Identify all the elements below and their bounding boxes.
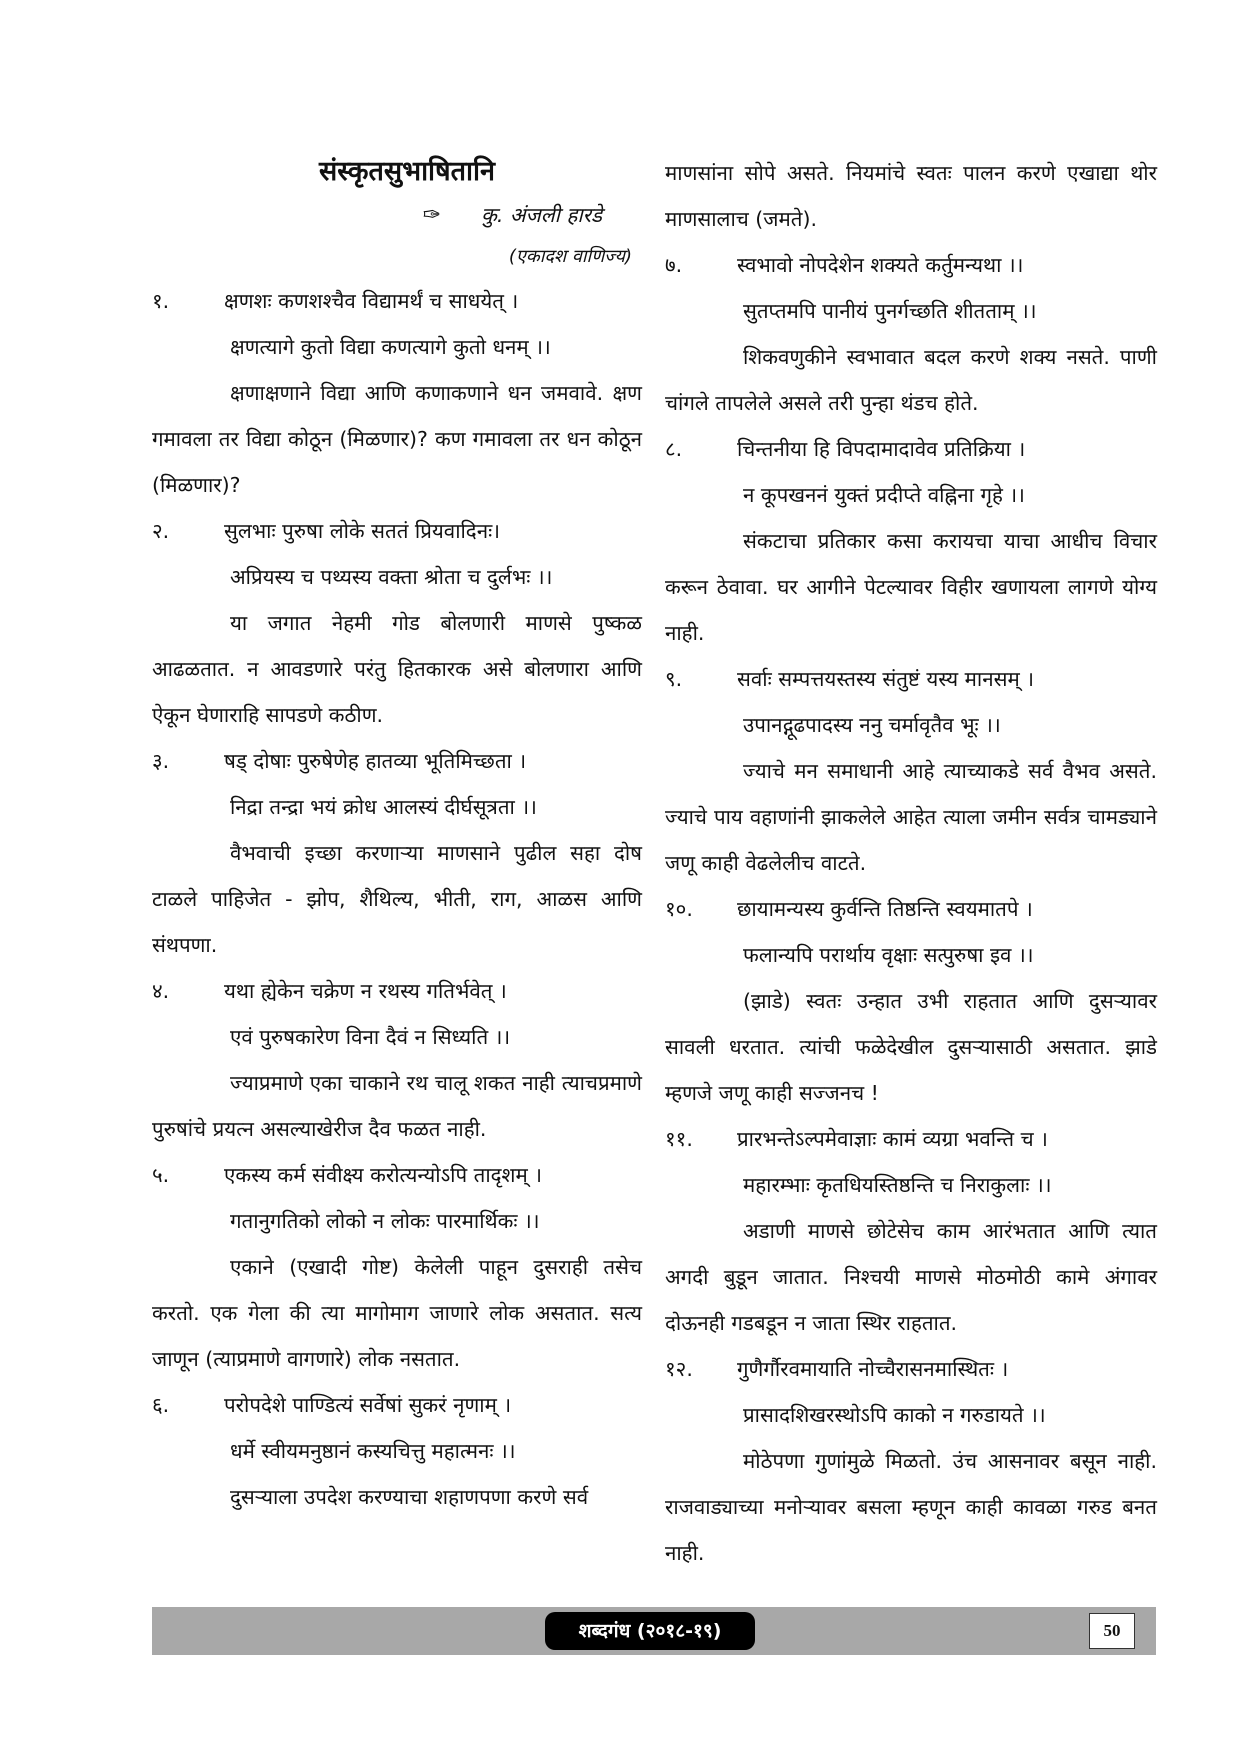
verse-line <box>152 784 642 830</box>
meaning-paragraph <box>152 600 642 738</box>
meaning-paragraph <box>152 1060 642 1152</box>
meaning-paragraph <box>665 518 1157 656</box>
meaning-paragraph <box>152 1244 642 1382</box>
verse-line <box>152 1014 642 1060</box>
verse-line <box>665 1116 1157 1162</box>
verse-number: ८. <box>665 437 683 461</box>
meaning-text: शिकवणुकीने स्वभावात बदल करणे शक्य नसते. पाणी चांगले तापलेले असले तरी पुन्हा थंडच होते. <box>665 345 1157 415</box>
verse-text: चिन्तनीया हि विपदामादावेव प्रतिक्रिया । <box>737 437 1026 461</box>
verse-line <box>152 508 642 554</box>
meaning-text: एकाने (एखादी गोष्ट) केलेली पाहून दुसराही तसेच करतो. एक गेला की त्या मागोमाग जाणारे लोक असतात. सत्य जाणून (त्याप्रमाणे वागणारे) लोक नसतात. <box>152 1255 642 1371</box>
verse-number: २. <box>152 519 170 543</box>
verse-text: छायामन्यस्य कुर्वन्ति तिष्ठन्ति स्वयमातपे । <box>737 897 1033 921</box>
verse-number: १२. <box>665 1357 693 1381</box>
verse-text: स्वभावो नोपदेशेन शक्यते कर्तुमन्यथा ।। <box>737 253 1024 277</box>
meaning-paragraph <box>665 978 1157 1116</box>
meaning-text: ज्याप्रमाणे एका चाकाने रथ चालू शकत नाही त्याचप्रमाणे पुरुषांचे प्रयत्न असल्याखेरीज दैव फळत नाही. <box>152 1071 642 1141</box>
left-column-body <box>152 278 642 1520</box>
verse-text: सर्वाः सम्पत्तयस्तस्य संतुष्टं यस्य मानसम् । <box>737 667 1035 691</box>
verse-number: ४. <box>152 979 170 1003</box>
verse-line <box>665 1392 1157 1438</box>
verse-text: सुलभाः पुरुषा लोके सततं प्रियवादिनः। <box>224 519 500 543</box>
meaning-paragraph <box>665 334 1157 426</box>
verse-line <box>152 554 642 600</box>
verse-line <box>152 738 642 784</box>
meaning-paragraph <box>665 1438 1157 1576</box>
meaning-text: माणसांना सोपे असते. नियमांचे स्वतः पालन करणे एखाद्या थोर माणसालाच (जमते). <box>665 161 1157 231</box>
meaning-text: संकटाचा प्रतिकार कसा करायचा याचा आधीच विचार करून ठेवावा. घर आगीने पेटल्यावर विहीर खणायला लागणे योग्य नाही. <box>665 529 1157 645</box>
meaning-paragraph <box>665 1208 1157 1346</box>
verse-number: ७. <box>665 253 683 277</box>
meaning-text: वैभवाची इच्छा करणाऱ्या माणसाने पुढील सहा दोष टाळले पाहिजेत - झोप, शैथिल्य, भीती, राग, आळस आणि संथपणा. <box>152 841 642 957</box>
verse-line <box>665 1346 1157 1392</box>
verse-line <box>665 288 1157 334</box>
verse-line <box>152 968 642 1014</box>
verse-line <box>665 656 1157 702</box>
verse-text: गुणैर्गौरवमायाति नोच्चैरासनमास्थितः । <box>737 1357 1009 1381</box>
magazine-badge: शब्दगंध (२०१८-१९) <box>545 1612 755 1650</box>
verse-line <box>152 1382 642 1428</box>
verse-line <box>665 426 1157 472</box>
verse-line <box>665 472 1157 518</box>
verse-line <box>152 278 642 324</box>
meaning-text: दुसऱ्याला उपदेश करण्याचा शहाणपणा करणे सर्व <box>230 1485 589 1509</box>
verse-text: सुतप्तमपि पानीयं पुनर्गच्छति शीतताम् ।। <box>743 299 1037 323</box>
verse-number: ११. <box>665 1127 693 1151</box>
meaning-paragraph <box>152 1474 642 1520</box>
verse-text: प्रासादशिखरस्थोऽपि काको न गरुडायते ।। <box>743 1403 1046 1427</box>
meaning-text: मोठेपणा गुणांमुळे मिळतो. उंच आसनावर बसून नाही. राजवाड्याच्या मनोऱ्यावर बसला म्हणून काही कावळा गरुड बनत नाही. <box>665 1449 1157 1565</box>
author-name: कु. अंजली हारडे <box>481 203 602 227</box>
verse-text: परोपदेशे पाण्डित्यं सर्वेषां सुकरं नृणाम् । <box>224 1393 512 1417</box>
pen-icon: ✑ <box>422 203 442 228</box>
verse-number: १. <box>152 289 170 313</box>
verse-text: फलान्यपि परार्थाय वृक्षाः सत्पुरुषा इव ।। <box>743 943 1034 967</box>
verse-text: यथा ह्येकेन चक्रेण न रथस्य गतिर्भवेत् । <box>224 979 507 1003</box>
article-title: संस्कृतसुभाषितानि <box>318 156 496 187</box>
left-column <box>152 150 642 1520</box>
verse-line <box>665 242 1157 288</box>
verse-text: षड् दोषाः पुरुषेणेह हातव्या भूतिमिच्छता । <box>224 749 527 773</box>
verse-line <box>152 324 642 370</box>
verse-number: ९. <box>665 667 683 691</box>
verse-text: धर्मे स्वीयमनुष्ठानं कस्यचित्तु महात्मनः ।। <box>230 1439 516 1463</box>
verse-line <box>665 1162 1157 1208</box>
verse-line <box>665 886 1157 932</box>
right-column-body <box>665 150 1157 1576</box>
verse-text: एकस्य कर्म संवीक्ष्य करोत्यन्योऽपि तादृशम् । <box>224 1163 543 1187</box>
meaning-text: ज्याचे मन समाधानी आहे त्याच्याकडे सर्व वैभव असते. ज्याचे पाय वहाणांनी झाकलेले आहेत त्याला जमीन सर्वत्र चामड्याने जणू काही वेढलेलीच वाटते. <box>665 759 1157 875</box>
verse-line <box>665 932 1157 978</box>
verse-text: उपानद्गूढपादस्य ननु चर्मावृतैव भूः ।। <box>743 713 1001 737</box>
verse-text: गतानुगतिको लोको न लोकः पारमार्थिकः ।। <box>230 1209 540 1233</box>
verse-number: ६. <box>152 1393 170 1417</box>
meaning-text: अडाणी माणसे छोटेसेच काम आरंभतात आणि त्यात अगदी बुडून जातात. निश्चयी माणसे मोठमोठी कामे अंगावर दोऊनही गडबडून न जाता स्थिर राहतात. <box>665 1219 1157 1335</box>
verse-text: क्षणशः कणशश्चैव विद्यामर्थं च साधयेत् । <box>224 289 519 313</box>
verse-line <box>152 1198 642 1244</box>
verse-text: न कूपखननं युक्तं प्रदीप्ते वह्निना गृहे ।। <box>743 483 1025 507</box>
meaning-paragraph <box>152 370 642 508</box>
verse-text: अप्रियस्य च पथ्यस्य वक्ता श्रोता च दुर्लभः ।। <box>230 565 553 589</box>
verse-line <box>152 1152 642 1198</box>
verse-number: ३. <box>152 749 170 773</box>
verse-line <box>665 702 1157 748</box>
meaning-paragraph <box>665 748 1157 886</box>
page-footer <box>152 1607 1156 1655</box>
right-column <box>665 150 1157 1576</box>
author-line <box>152 194 642 236</box>
verse-number: ५. <box>152 1163 170 1187</box>
meaning-paragraph <box>152 830 642 968</box>
author-class: (एकादश वाणिज्य) <box>508 246 632 267</box>
meaning-text: क्षणाक्षणाने विद्या आणि कणाकणाने धन जमवावे. क्षण गमावला तर विद्या कोठून (मिळणार)? कण गमावला तर धन कोठून (मिळणार)? <box>152 381 642 497</box>
verse-text: प्रारभन्तेऽल्पमेवाज्ञाः कामं व्यग्रा भवन्ति च । <box>737 1127 1048 1151</box>
page-number: 50 <box>1089 1613 1135 1649</box>
verse-text: निद्रा तन्द्रा भयं क्रोध आलस्यं दीर्घसूत्रता ।। <box>230 795 537 819</box>
verse-number: १०. <box>665 897 693 921</box>
meaning-text: (झाडे) स्वतः उन्हात उभी राहतात आणि दुसऱ्यावर सावली धरतात. त्यांची फळेदेखील दुसऱ्यासाठी असतात. झाडे म्हणजे जणू काही सज्जनच ! <box>665 989 1157 1105</box>
verse-text: महारम्भाः कृतधियस्तिष्ठन्ति च निराकुलाः ।। <box>743 1173 1052 1197</box>
meaning-paragraph <box>665 150 1157 242</box>
verse-text: क्षणत्यागे कुतो विद्या कणत्यागे कुतो धनम् ।। <box>230 335 551 359</box>
verse-text: एवं पुरुषकारेण विना दैवं न सिध्यति ।। <box>230 1025 511 1049</box>
verse-line <box>152 1428 642 1474</box>
meaning-text: या जगात नेहमी गोड बोलणारी माणसे पुष्कळ आढळतात. न आवडणारे परंतु हितकारक असे बोलणारा आणि ऐकून घेणाराहि सापडणे कठीण. <box>152 611 642 727</box>
